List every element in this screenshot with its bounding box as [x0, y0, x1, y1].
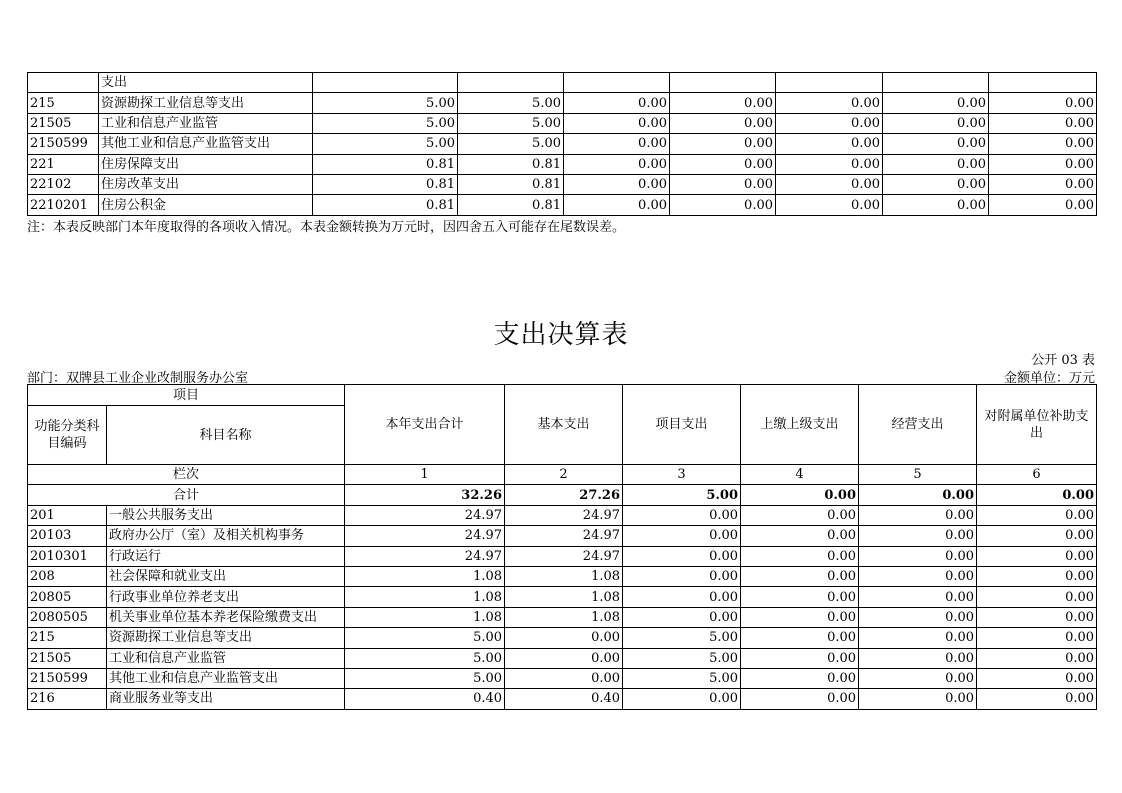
row-value: 0.00 [670, 93, 776, 113]
row-value: 24.97 [505, 505, 623, 525]
row-value: 0.00 [623, 566, 741, 586]
row-value: 1.08 [345, 566, 505, 586]
row-code: 2150599 [28, 134, 99, 154]
row-value: 0.00 [989, 134, 1097, 154]
row-value: 0.00 [670, 134, 776, 154]
total-label: 合计 [28, 485, 345, 505]
row-value: 0.00 [859, 566, 977, 586]
header-col-subsidy: 对附属单位补助支出 [977, 385, 1097, 465]
row-value: 0.00 [883, 134, 989, 154]
amount-unit-label: 金额单位：万元 [1003, 371, 1095, 386]
row-value: 0.00 [989, 93, 1097, 113]
row-value: 24.97 [345, 505, 505, 525]
header-col-basic: 基本支出 [505, 385, 623, 465]
header-name: 科目名称 [107, 406, 345, 465]
total-value: 0.00 [741, 485, 859, 505]
table-row [28, 668, 1097, 688]
row-value [458, 73, 564, 93]
row-value: 1.08 [345, 587, 505, 607]
row-value: 0.00 [564, 134, 670, 154]
row-value: 5.00 [458, 113, 564, 133]
row-value: 1.08 [505, 566, 623, 586]
row-value: 0.00 [859, 628, 977, 648]
row-value: 5.00 [345, 648, 505, 668]
table-note: 注：本表反映部门本年度取得的各项收入情况。本表金额转换为万元时，因四舍五入可能存在尾数误差。 [27, 220, 626, 235]
row-value: 0.00 [670, 195, 776, 215]
table-row [28, 93, 1097, 113]
row-value: 0.00 [623, 505, 741, 525]
table-row [28, 526, 1097, 546]
row-value: 0.00 [977, 607, 1097, 627]
row-value: 0.00 [741, 689, 859, 709]
row-value: 0.00 [989, 174, 1097, 194]
row-code [28, 73, 99, 93]
row-value: 0.00 [741, 668, 859, 688]
header-col-total: 本年支出合计 [345, 385, 505, 465]
row-value: 0.81 [313, 174, 458, 194]
header-col-project: 项目支出 [623, 385, 741, 465]
total-value: 32.26 [345, 485, 505, 505]
row-value: 5.00 [345, 628, 505, 648]
row-value: 0.81 [458, 174, 564, 194]
row-value: 0.00 [977, 505, 1097, 525]
row-value: 0.00 [623, 546, 741, 566]
row-value: 0.00 [670, 174, 776, 194]
row-value: 0.00 [741, 566, 859, 586]
row-name: 一般公共服务支出 [107, 505, 345, 525]
row-code: 21505 [28, 113, 99, 133]
row-code: 20805 [28, 587, 107, 607]
total-value: 0.00 [977, 485, 1097, 505]
row-name: 行政运行 [107, 546, 345, 566]
row-value: 24.97 [505, 546, 623, 566]
row-code: 221 [28, 154, 99, 174]
row-name: 住房改革支出 [99, 174, 313, 194]
row-name: 住房保障支出 [99, 154, 313, 174]
row-code: 22102 [28, 174, 99, 194]
row-value: 0.00 [623, 689, 741, 709]
row-value: 0.00 [564, 154, 670, 174]
row-value: 0.00 [741, 648, 859, 668]
row-value: 0.00 [741, 505, 859, 525]
table-row [28, 566, 1097, 586]
row-value [313, 73, 458, 93]
row-value: 0.00 [977, 566, 1097, 586]
row-value: 0.00 [741, 628, 859, 648]
row-value: 0.00 [859, 668, 977, 688]
total-value: 5.00 [623, 485, 741, 505]
row-value: 0.81 [458, 154, 564, 174]
table-row [28, 689, 1097, 709]
row-value: 5.00 [313, 93, 458, 113]
row-value: 0.00 [505, 668, 623, 688]
row-value: 0.00 [977, 628, 1097, 648]
total-row [28, 485, 1097, 505]
row-value: 5.00 [623, 648, 741, 668]
row-value: 5.00 [458, 93, 564, 113]
row-value: 24.97 [345, 526, 505, 546]
total-value: 27.26 [505, 485, 623, 505]
row-name: 机关事业单位基本养老保险缴费支出 [107, 607, 345, 627]
row-value: 0.00 [883, 174, 989, 194]
row-value: 0.00 [859, 546, 977, 566]
row-code: 215 [28, 93, 99, 113]
row-value: 0.81 [313, 154, 458, 174]
row-name: 工业和信息产业监管 [107, 648, 345, 668]
row-name: 工业和信息产业监管 [99, 113, 313, 133]
header-col-remit: 上缴上级支出 [741, 385, 859, 465]
row-value: 0.00 [776, 134, 883, 154]
col-number: 2 [505, 465, 623, 485]
col-number: 3 [623, 465, 741, 485]
row-value: 0.00 [505, 628, 623, 648]
row-value: 0.00 [741, 607, 859, 627]
table-row [28, 607, 1097, 627]
table-row [28, 587, 1097, 607]
row-value [883, 73, 989, 93]
row-value: 0.00 [670, 113, 776, 133]
col-number: 4 [741, 465, 859, 485]
row-value: 0.00 [623, 587, 741, 607]
row-name: 资源勘探工业信息等支出 [99, 93, 313, 113]
row-value: 5.00 [458, 134, 564, 154]
row-value: 0.00 [977, 648, 1097, 668]
row-value: 0.40 [345, 689, 505, 709]
row-value: 5.00 [313, 134, 458, 154]
row-value: 0.00 [623, 526, 741, 546]
row-value: 0.00 [776, 113, 883, 133]
col-number: 6 [977, 465, 1097, 485]
row-value: 1.08 [505, 587, 623, 607]
row-value: 0.00 [623, 607, 741, 627]
row-value: 0.00 [977, 526, 1097, 546]
row-code: 215 [28, 628, 107, 648]
row-value: 0.00 [883, 195, 989, 215]
expenditure-table [27, 384, 1097, 710]
row-code: 20103 [28, 526, 107, 546]
row-value: 1.08 [345, 607, 505, 627]
form-number: 公开 03 表 [1031, 353, 1095, 368]
income-table-continued [27, 72, 1097, 216]
row-value: 0.81 [458, 195, 564, 215]
row-name: 其他工业和信息产业监管支出 [107, 668, 345, 688]
header-code: 功能分类科目编码 [28, 406, 107, 465]
row-value [776, 73, 883, 93]
row-value: 0.00 [977, 546, 1097, 566]
row-value: 0.00 [883, 93, 989, 113]
table-row [28, 505, 1097, 525]
row-value: 0.00 [741, 526, 859, 546]
row-value: 0.00 [859, 648, 977, 668]
header-item: 项目 [28, 385, 345, 406]
row-value: 0.00 [859, 526, 977, 546]
table-row [28, 648, 1097, 668]
row-number-label: 栏次 [28, 465, 345, 485]
row-value: 0.00 [564, 93, 670, 113]
row-name: 其他工业和信息产业监管支出 [99, 134, 313, 154]
row-value: 0.00 [977, 668, 1097, 688]
row-code: 2080505 [28, 607, 107, 627]
row-name: 政府办公厅（室）及相关机构事务 [107, 526, 345, 546]
row-value: 0.00 [883, 154, 989, 174]
row-value: 0.00 [776, 154, 883, 174]
row-value: 0.00 [776, 174, 883, 194]
row-value: 5.00 [313, 113, 458, 133]
col-number: 1 [345, 465, 505, 485]
row-value: 0.00 [741, 546, 859, 566]
table-row [28, 546, 1097, 566]
row-code: 21505 [28, 648, 107, 668]
row-value: 0.00 [989, 113, 1097, 133]
table-row [28, 73, 1097, 93]
row-value: 0.00 [670, 154, 776, 174]
row-name: 支出 [99, 73, 313, 93]
row-name: 社会保障和就业支出 [107, 566, 345, 586]
department-label: 部门：双牌县工业企业改制服务办公室 [27, 371, 249, 386]
row-code: 2210201 [28, 195, 99, 215]
row-value: 0.40 [505, 689, 623, 709]
row-value: 24.97 [345, 546, 505, 566]
row-value: 0.00 [505, 648, 623, 668]
row-value: 0.00 [989, 154, 1097, 174]
row-value: 0.00 [989, 195, 1097, 215]
row-value: 0.00 [776, 93, 883, 113]
row-value: 0.00 [741, 587, 859, 607]
total-value: 0.00 [859, 485, 977, 505]
row-value: 0.00 [859, 689, 977, 709]
table-row [28, 113, 1097, 133]
row-value: 0.81 [313, 195, 458, 215]
row-name: 资源勘探工业信息等支出 [107, 628, 345, 648]
table-row [28, 628, 1097, 648]
header-col-operating: 经营支出 [859, 385, 977, 465]
table-row [28, 154, 1097, 174]
row-value: 5.00 [623, 668, 741, 688]
row-value: 0.00 [776, 195, 883, 215]
row-name: 行政事业单位养老支出 [107, 587, 345, 607]
row-code: 2010301 [28, 546, 107, 566]
row-value: 5.00 [623, 628, 741, 648]
row-name: 商业服务业等支出 [107, 689, 345, 709]
row-name: 住房公积金 [99, 195, 313, 215]
row-value: 0.00 [564, 174, 670, 194]
row-value: 1.08 [505, 607, 623, 627]
row-value: 0.00 [859, 505, 977, 525]
row-code: 208 [28, 566, 107, 586]
page-title: 支出决算表 [493, 320, 629, 350]
row-value: 24.97 [505, 526, 623, 546]
row-value: 0.00 [977, 587, 1097, 607]
row-value: 0.00 [859, 587, 977, 607]
table-row [28, 134, 1097, 154]
table-row [28, 174, 1097, 194]
row-code: 2150599 [28, 668, 107, 688]
row-value: 0.00 [564, 195, 670, 215]
row-code: 216 [28, 689, 107, 709]
row-value [564, 73, 670, 93]
table-row [28, 195, 1097, 215]
row-value: 0.00 [859, 607, 977, 627]
row-code: 201 [28, 505, 107, 525]
row-value: 0.00 [564, 113, 670, 133]
row-value: 5.00 [345, 668, 505, 688]
row-value: 0.00 [977, 689, 1097, 709]
row-value: 0.00 [883, 113, 989, 133]
col-number: 5 [859, 465, 977, 485]
row-value [670, 73, 776, 93]
row-value [989, 73, 1097, 93]
